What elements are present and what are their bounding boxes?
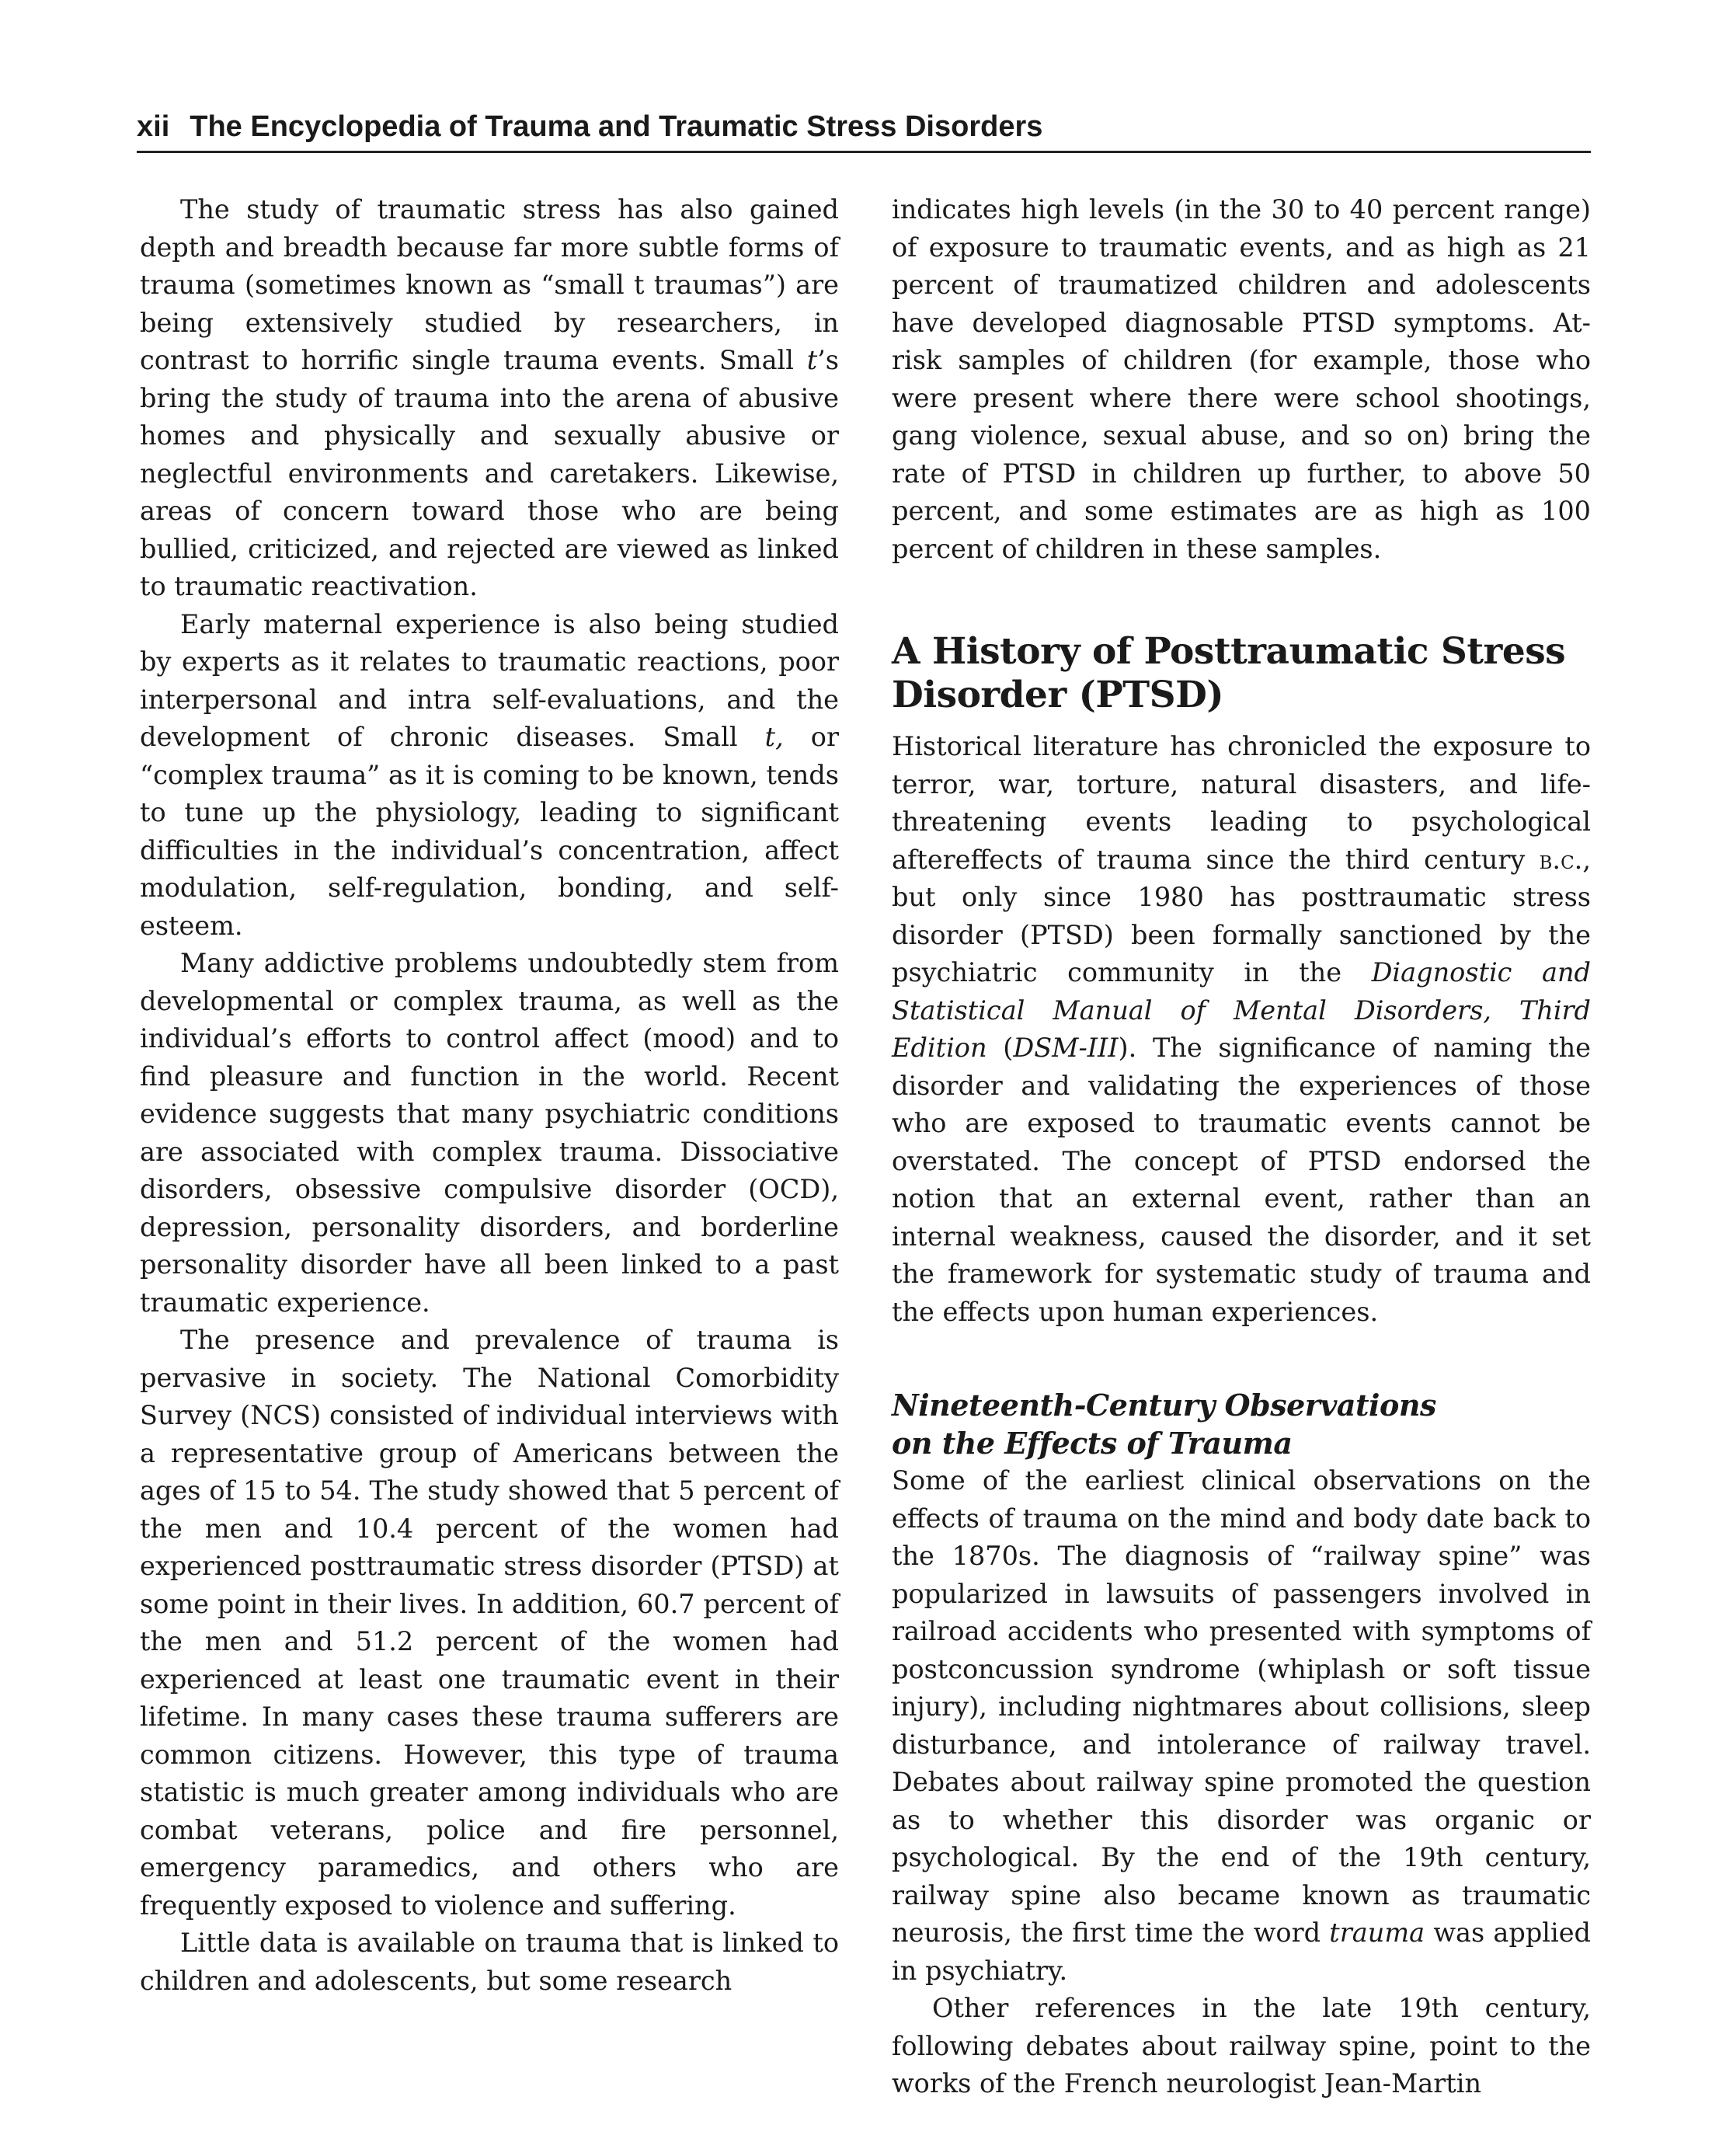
book-title: The Encyclopedia of Trauma and Traumatic Stress Disorders: [190, 110, 1043, 143]
paragraph: The presence and prevalence of trauma is pervasive in society. The National Comorbidity Survey (NCS) consisted of individual interviews with a representative group of Americans between the ages of 15 to 54. The study showed that 5 percent of the men and 10.4 percent of the women had experienced posttraumatic stress disorder (PTSD) at some point in their lives. In addition, 60.7 percent of the men and 51.2 percent of the women had experienced at least one traumatic event in their lifetime. In many cases these trauma sufferers are common citizens. However, this type of trauma statistic is much greater among individuals who are combat veterans, police and fire personnel, emergency paramedics, and others who are frequently exposed to violence and suffering.: [140, 1325, 839, 1921]
running-head: [137, 103, 1591, 153]
paragraph: indicates high levels (in the 30 to 40 percent range) of exposure to traumatic events, and as high as 21 percent of traumatized children and adolescents have developed diagnosable PTSD symptoms. At-risk samples of children (for example, those who were present where there were school shootings, gang violence, sexual abuse, and so on) bring the rate of PTSD in children up further, to above 50 percent, and some estimates are as high as 100 percent of children in these samples.: [892, 194, 1591, 564]
paragraph: Little data is available on trauma that is linked to children and adolescents, but some research: [140, 1928, 839, 1996]
paragraph: Historical literature has chronicled the exposure to terror, war, torture, natural disasters, and life-threatening events leading to psychological aftereffects of trauma since the third century b.c., but only since 1980 has posttraumatic stress disorder (PTSD) been formally sanctioned by the psychiatric community in the Diagnostic and Statistical Manual of Mental Disorders, Third Edition (DSM-III). The significance of naming the disorder and validating the experiences of those who are exposed to traumatic events cannot be overstated. The concept of PTSD endorsed the notion that an external event, rather than an internal weakness, caused the disorder, and it set the framework for systematic study of trauma and the effects upon human experiences.: [892, 731, 1591, 1327]
page-number: xii: [137, 110, 170, 143]
paragraph: Early maternal experience is also being studied by experts as it relates to traumatic reactions, poor interpersonal and intra self-evaluations, and the development of chronic diseases. Small t, or “complex trauma” as it is coming to be known, tends to tune up the physiology, leading to significant difficulties in the individual’s concentration, affect modulation, self-regulation, bonding, and self-esteem.: [140, 608, 839, 941]
paragraph: Many addictive problems undoubtedly stem from developmental or complex trauma, as well as the individual’s efforts to control affect (mood) and to find pleasure and function in the world. Recent evidence suggests that many psychiatric conditions are associated with complex trauma. Dissociative disorders, obsessive compulsive disorder (OCD), depression, personality disorders, and borderline personality disorder have all been linked to a past traumatic experience.: [140, 948, 839, 1318]
section-heading: A History of Posttraumatic Stress Disorder (PTSD): [892, 630, 1566, 716]
paragraph: Other references in the late 19th century, following debates about railway spine, point to the works of the French neurologist Jean-Martin: [892, 1993, 1591, 2099]
right-column: [892, 191, 1591, 2103]
subsection-heading: Nineteenth-Century Observations on the Effects of Trauma: [892, 1388, 1436, 1461]
left-column: [140, 191, 839, 2000]
paragraph: The study of traumatic stress has also gained depth and breadth because far more subtle forms of trauma (sometimes known as “small t traumas”) are being extensively studied by researchers, in contrast to horrific single trauma events. Small t’s bring the study of trauma into the arena of abusive homes and physically and sexually abusive or neglectful environments and caretakers. Likewise, areas of concern toward those who are being bullied, criticized, and rejected are viewed as linked to traumatic reactivation.: [140, 194, 839, 601]
paragraph: Some of the earliest clinical observations on the effects of trauma on the mind and body date back to the 1870s. The diagnosis of “railway spine” was popularized in lawsuits of passengers involved in railroad accidents who presented with symptoms of postconcussion syndrome (whiplash or soft tissue injury), including nightmares about collisions, sleep disturbance, and intolerance of railway travel. Debates about railway spine promoted the question as to whether this disorder was organic or psychological. By the end of the 19th century, railway spine also became known as traumatic neurosis, the first time the word trauma was applied in psychiatry.: [892, 1465, 1591, 1986]
